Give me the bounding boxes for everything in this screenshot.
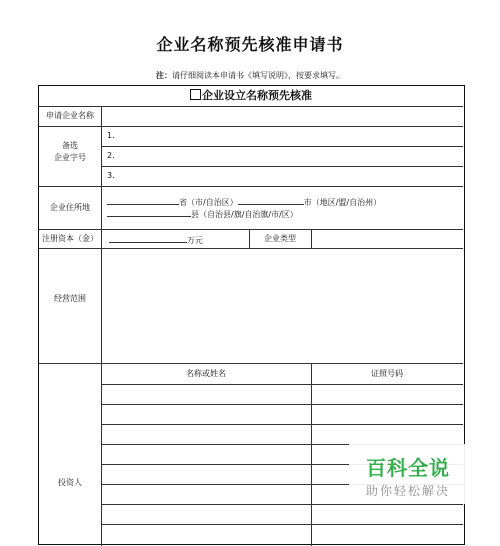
row-divider bbox=[101, 384, 463, 385]
column-divider bbox=[311, 363, 312, 546]
row-divider bbox=[101, 404, 463, 405]
company-type-label: 企业类型 bbox=[264, 234, 296, 243]
investor-name-header: 名称或姓名 bbox=[186, 369, 226, 378]
column-divider bbox=[311, 229, 312, 248]
scope-label: 经营范围 bbox=[54, 294, 86, 303]
row-divider bbox=[39, 186, 463, 187]
instruction-note bbox=[0, 70, 500, 81]
company-name-field[interactable] bbox=[103, 108, 461, 125]
section-header bbox=[39, 88, 463, 104]
row-divider bbox=[101, 166, 463, 167]
capital-label: 注册资本（金） bbox=[42, 234, 98, 243]
capital-unit: 万元 bbox=[187, 236, 203, 245]
row-divider bbox=[39, 106, 463, 107]
alt-name-field-2[interactable]: 2. bbox=[107, 151, 115, 160]
column-divider bbox=[101, 106, 102, 546]
watermark-brand: 百科全说 bbox=[366, 456, 450, 480]
city-label: 市（地区/盟/自治州） bbox=[303, 198, 382, 207]
alt-names-label-2: 企业字号 bbox=[54, 153, 86, 162]
row-divider bbox=[39, 229, 463, 230]
section-title: 企业设立名称预先核准 bbox=[202, 89, 312, 102]
row-divider bbox=[39, 126, 463, 127]
company-type-field[interactable] bbox=[313, 231, 461, 246]
watermark bbox=[349, 444, 467, 504]
county-label: 县（自治县/旗/自治旗/市/区） bbox=[191, 210, 298, 219]
alt-names-label: 备选 bbox=[62, 141, 78, 150]
checkbox-icon[interactable] bbox=[190, 89, 201, 100]
note-label: 注： bbox=[156, 71, 172, 80]
row-divider bbox=[101, 504, 463, 505]
alt-name-field-3[interactable]: 3. bbox=[107, 171, 115, 180]
alt-name-field-1[interactable]: 1. bbox=[107, 131, 115, 140]
address-line-1[interactable] bbox=[107, 196, 381, 208]
row-divider bbox=[101, 524, 463, 525]
capital-field[interactable] bbox=[109, 234, 203, 246]
province-label: 省（市/自治区） bbox=[179, 198, 238, 207]
investor-label: 投资人 bbox=[58, 478, 82, 487]
row-divider bbox=[101, 424, 463, 425]
investor-id-header: 证照号码 bbox=[371, 369, 403, 378]
row-divider bbox=[39, 248, 463, 249]
row-divider bbox=[39, 363, 463, 364]
address-label: 企业住所地 bbox=[50, 203, 90, 212]
scope-field[interactable] bbox=[103, 250, 461, 361]
note-text: 请仔细阅读本申请书《填写说明》，按要求填写。 bbox=[172, 71, 344, 80]
document-title: 企业名称预先核准申请书 bbox=[156, 35, 344, 54]
watermark-slogan: 助你轻松解决 bbox=[365, 484, 450, 498]
company-name-label: 申请企业名称 bbox=[46, 111, 94, 120]
address-line-2[interactable] bbox=[107, 208, 298, 220]
row-divider bbox=[101, 146, 463, 147]
